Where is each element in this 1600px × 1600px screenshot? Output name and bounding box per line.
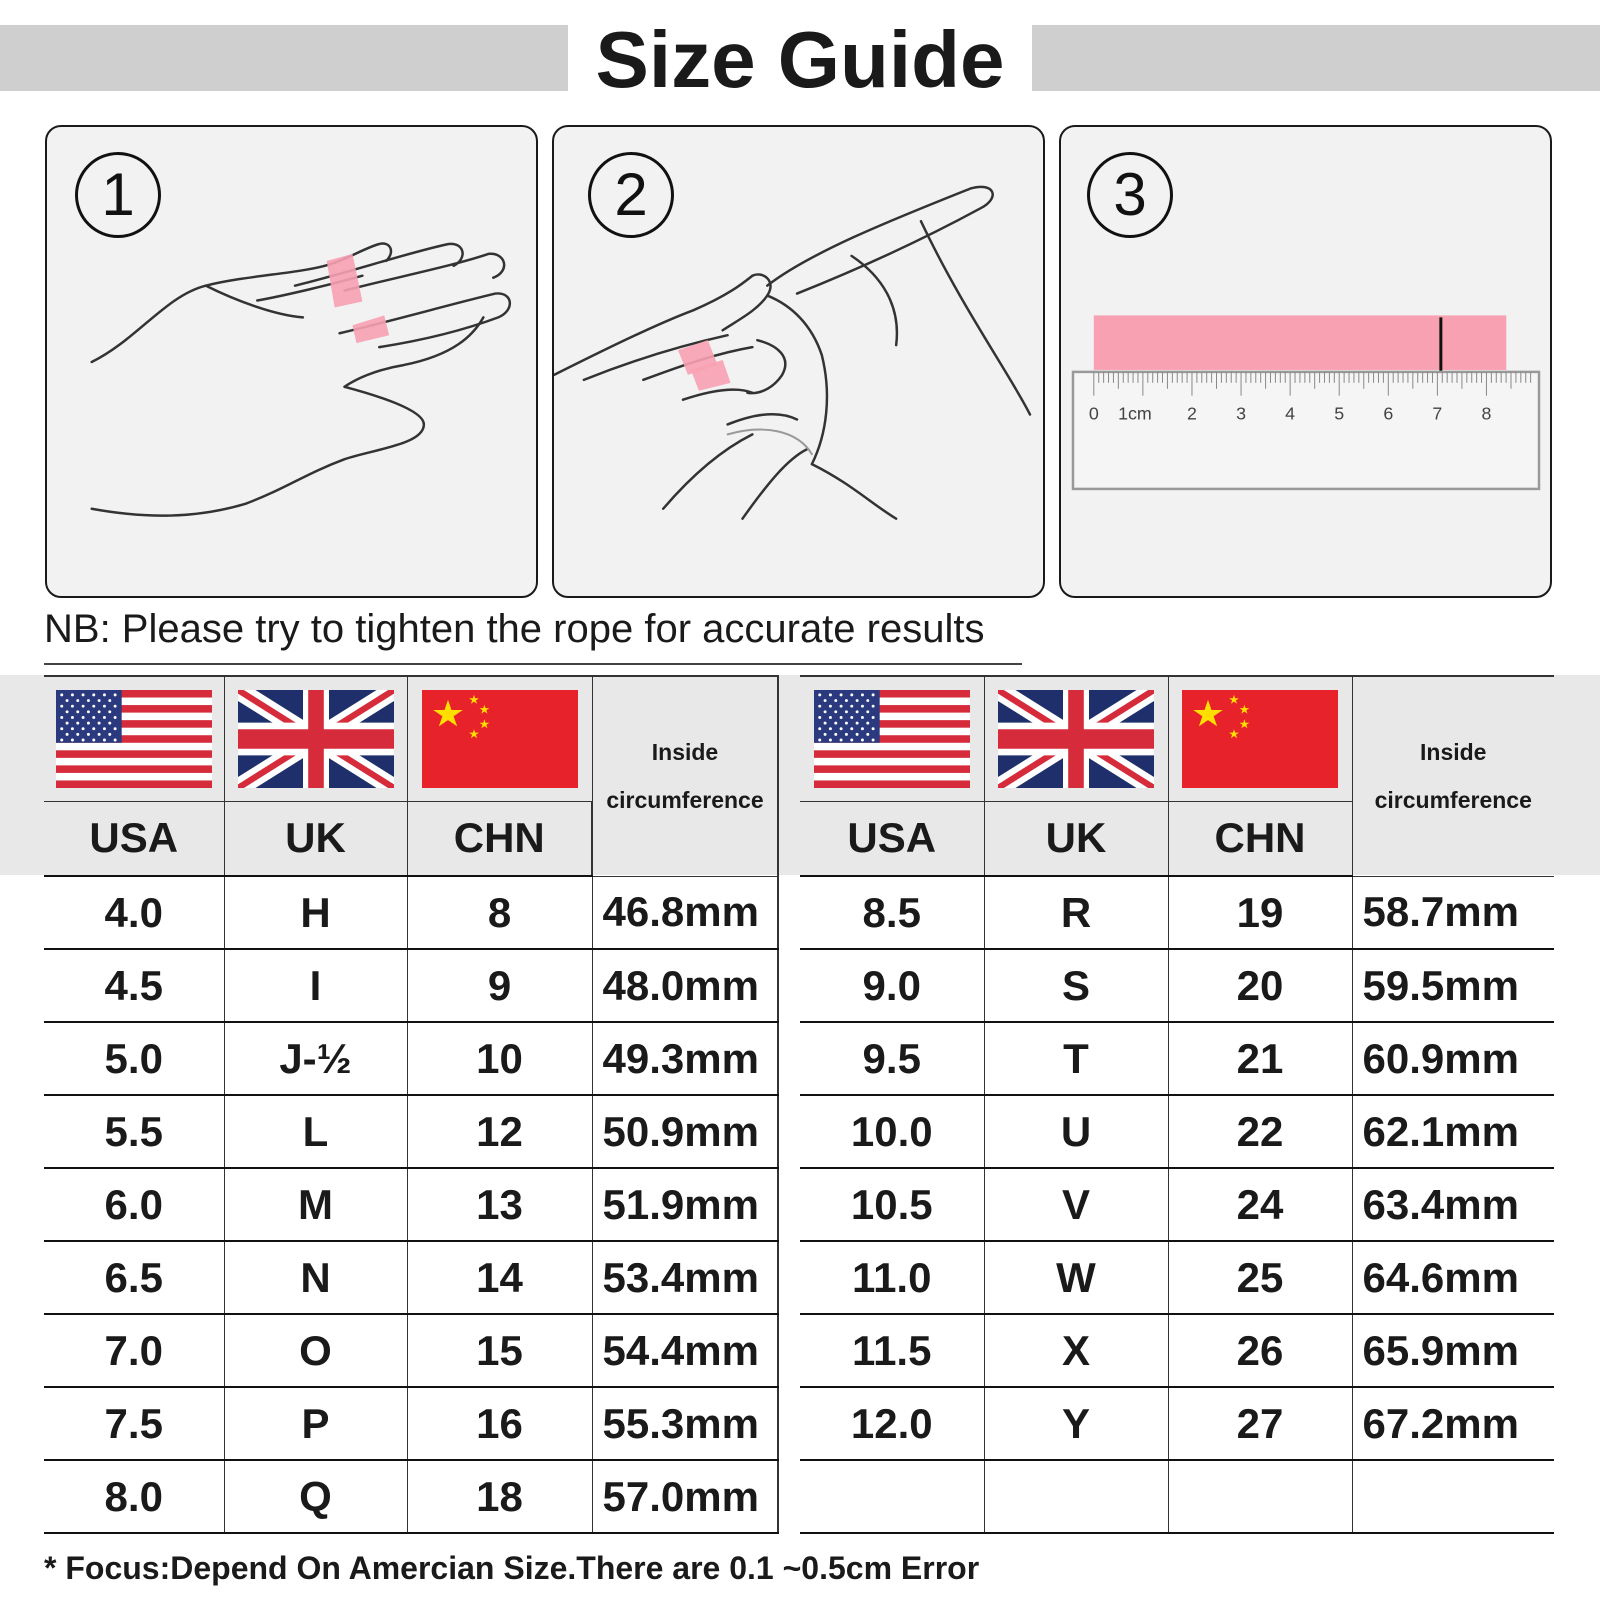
flag-row xyxy=(44,676,778,801)
usa-size-cell: 11.0 xyxy=(800,1241,984,1314)
circumference-cell: 55.3mm xyxy=(592,1387,778,1460)
usa-size-cell: 8.5 xyxy=(800,876,984,949)
circumference-header-line1: Inside xyxy=(1420,739,1487,766)
size-table-left xyxy=(44,675,779,1534)
usa-size-cell: 8.0 xyxy=(44,1460,224,1533)
circumference-cell: 59.5mm xyxy=(1352,949,1554,1022)
circumference-header xyxy=(592,676,778,876)
chn-size-cell: 22 xyxy=(1168,1095,1352,1168)
table-row xyxy=(44,1168,778,1241)
usa-size-cell: 10.0 xyxy=(800,1095,984,1168)
china-flag-icon xyxy=(422,690,578,788)
uk-flag-cell xyxy=(984,676,1168,801)
usa-size-cell: 4.5 xyxy=(44,949,224,1022)
table-row xyxy=(800,1460,1554,1533)
circumference-header-line2: circumference xyxy=(606,787,764,814)
step-panel-2 xyxy=(552,125,1045,598)
table-row xyxy=(44,876,778,949)
title-band-right xyxy=(1032,25,1600,91)
usa-size-cell: 6.0 xyxy=(44,1168,224,1241)
circumference-cell xyxy=(1352,1460,1554,1533)
chn-size-cell: 14 xyxy=(407,1241,592,1314)
china-flag-icon xyxy=(1182,690,1338,788)
usa-size-cell: 6.5 xyxy=(44,1241,224,1314)
china-flag-cell xyxy=(1168,676,1352,801)
chn-column-header: CHN xyxy=(407,801,592,876)
table-row xyxy=(800,876,1554,949)
ruler-label: 1cm xyxy=(1118,403,1152,424)
step-panel-1 xyxy=(45,125,538,598)
usa-size-cell: 4.0 xyxy=(44,876,224,949)
chn-size-cell: 15 xyxy=(407,1314,592,1387)
uk-column-header: UK xyxy=(224,801,407,876)
table-row xyxy=(800,1168,1554,1241)
usa-flag-cell xyxy=(800,676,984,801)
uk-size-cell: H xyxy=(224,876,407,949)
circumference-cell: 58.7mm xyxy=(1352,876,1554,949)
chn-column-header: CHN xyxy=(1168,801,1352,876)
usa-size-cell: 10.5 xyxy=(800,1168,984,1241)
table-row xyxy=(800,949,1554,1022)
uk-size-cell: L xyxy=(224,1095,407,1168)
ruler-label: 8 xyxy=(1481,403,1492,424)
table-row xyxy=(800,1387,1554,1460)
chn-size-cell: 9 xyxy=(407,949,592,1022)
usa-size-cell: 7.0 xyxy=(44,1314,224,1387)
usa-size-cell xyxy=(800,1460,984,1533)
table-row xyxy=(44,1460,778,1533)
usa-column-header: USA xyxy=(44,801,224,876)
table-row xyxy=(800,1314,1554,1387)
circumference-cell: 53.4mm xyxy=(592,1241,778,1314)
circumference-cell: 65.9mm xyxy=(1352,1314,1554,1387)
circumference-header xyxy=(1352,676,1554,876)
ruler-label: 6 xyxy=(1383,403,1394,424)
uk-size-cell: N xyxy=(224,1241,407,1314)
circumference-cell: 64.6mm xyxy=(1352,1241,1554,1314)
circumference-cell: 62.1mm xyxy=(1352,1095,1554,1168)
circumference-cell: 60.9mm xyxy=(1352,1022,1554,1095)
chn-size-cell: 18 xyxy=(407,1460,592,1533)
circumference-cell: 50.9mm xyxy=(592,1095,778,1168)
table-row xyxy=(44,1095,778,1168)
footnote: * Focus:Depend On Amercian Size.There are 0.1 ~0.5cm Error xyxy=(44,1550,980,1586)
uk-size-cell: U xyxy=(984,1095,1168,1168)
chn-size-cell: 10 xyxy=(407,1022,592,1095)
usa-size-cell: 5.0 xyxy=(44,1022,224,1095)
usa-size-cell: 9.0 xyxy=(800,949,984,1022)
uk-size-cell: Y xyxy=(984,1387,1168,1460)
chn-size-cell: 19 xyxy=(1168,876,1352,949)
uk-size-cell: M xyxy=(224,1168,407,1241)
chn-size-cell: 13 xyxy=(407,1168,592,1241)
ruler-label: 7 xyxy=(1432,403,1443,424)
usa-size-cell: 5.5 xyxy=(44,1095,224,1168)
measured-rope-strip xyxy=(1094,315,1506,370)
uk-size-cell: R xyxy=(984,876,1168,949)
uk-size-cell xyxy=(984,1460,1168,1533)
circumference-header-line1: Inside xyxy=(651,739,719,766)
table-row xyxy=(800,1022,1554,1095)
chn-size-cell: 25 xyxy=(1168,1241,1352,1314)
measurement-note: NB: Please try to tighten the rope for accurate results xyxy=(44,607,985,651)
circumference-cell: 57.0mm xyxy=(592,1460,778,1533)
uk-size-cell: X xyxy=(984,1314,1168,1387)
size-table-right xyxy=(800,675,1554,1534)
uk-size-cell: T xyxy=(984,1022,1168,1095)
uk-size-cell: I xyxy=(224,949,407,1022)
step-number-2: 2 xyxy=(588,152,674,238)
chn-size-cell xyxy=(1168,1460,1352,1533)
ruler-label: 0 xyxy=(1088,403,1099,424)
usa-size-cell: 12.0 xyxy=(800,1387,984,1460)
flag-row xyxy=(800,676,1554,801)
table-row xyxy=(44,949,778,1022)
table-row xyxy=(44,1387,778,1460)
table-row xyxy=(44,1314,778,1387)
circumference-cell: 63.4mm xyxy=(1352,1168,1554,1241)
circumference-cell: 51.9mm xyxy=(592,1168,778,1241)
ruler-label: 4 xyxy=(1285,403,1296,424)
uk-size-cell: P xyxy=(224,1387,407,1460)
circumference-cell: 54.4mm xyxy=(592,1314,778,1387)
chn-size-cell: 16 xyxy=(407,1387,592,1460)
page-title: Size Guide xyxy=(595,15,1005,104)
table-row xyxy=(44,1241,778,1314)
chn-size-cell: 20 xyxy=(1168,949,1352,1022)
chn-size-cell: 26 xyxy=(1168,1314,1352,1387)
circumference-cell: 49.3mm xyxy=(592,1022,778,1095)
uk-size-cell: J-½ xyxy=(224,1022,407,1095)
uk-size-cell: Q xyxy=(224,1460,407,1533)
uk-flag-icon xyxy=(238,690,394,788)
table-row xyxy=(800,1241,1554,1314)
table-row xyxy=(44,1022,778,1095)
uk-size-cell: S xyxy=(984,949,1168,1022)
uk-flag-icon xyxy=(998,690,1154,788)
chn-size-cell: 12 xyxy=(407,1095,592,1168)
circumference-cell: 46.8mm xyxy=(592,876,778,949)
step-number-1: 1 xyxy=(75,152,161,238)
usa-column-header: USA xyxy=(800,801,984,876)
step-panel-3 xyxy=(1059,125,1552,598)
usa-size-cell: 7.5 xyxy=(44,1387,224,1460)
circumference-cell: 48.0mm xyxy=(592,949,778,1022)
uk-flag-cell xyxy=(224,676,407,801)
chn-size-cell: 8 xyxy=(407,876,592,949)
chn-size-cell: 21 xyxy=(1168,1022,1352,1095)
usa-flag-icon xyxy=(814,690,970,788)
circumference-header-line2: circumference xyxy=(1374,787,1532,814)
usa-flag-icon xyxy=(56,690,212,788)
step-number-3: 3 xyxy=(1087,152,1173,238)
usa-size-cell: 11.5 xyxy=(800,1314,984,1387)
uk-size-cell: V xyxy=(984,1168,1168,1241)
note-underline xyxy=(44,663,1022,665)
title-band-left xyxy=(0,25,568,91)
ruler-label: 3 xyxy=(1236,403,1247,424)
chn-size-cell: 27 xyxy=(1168,1387,1352,1460)
usa-size-cell: 9.5 xyxy=(800,1022,984,1095)
uk-column-header: UK xyxy=(984,801,1168,876)
circumference-cell: 67.2mm xyxy=(1352,1387,1554,1460)
table-row xyxy=(800,1095,1554,1168)
uk-size-cell: O xyxy=(224,1314,407,1387)
china-flag-cell xyxy=(407,676,592,801)
chn-size-cell: 24 xyxy=(1168,1168,1352,1241)
uk-size-cell: W xyxy=(984,1241,1168,1314)
ruler-label: 5 xyxy=(1334,403,1345,424)
ruler-label: 2 xyxy=(1187,403,1197,424)
usa-flag-cell xyxy=(44,676,224,801)
